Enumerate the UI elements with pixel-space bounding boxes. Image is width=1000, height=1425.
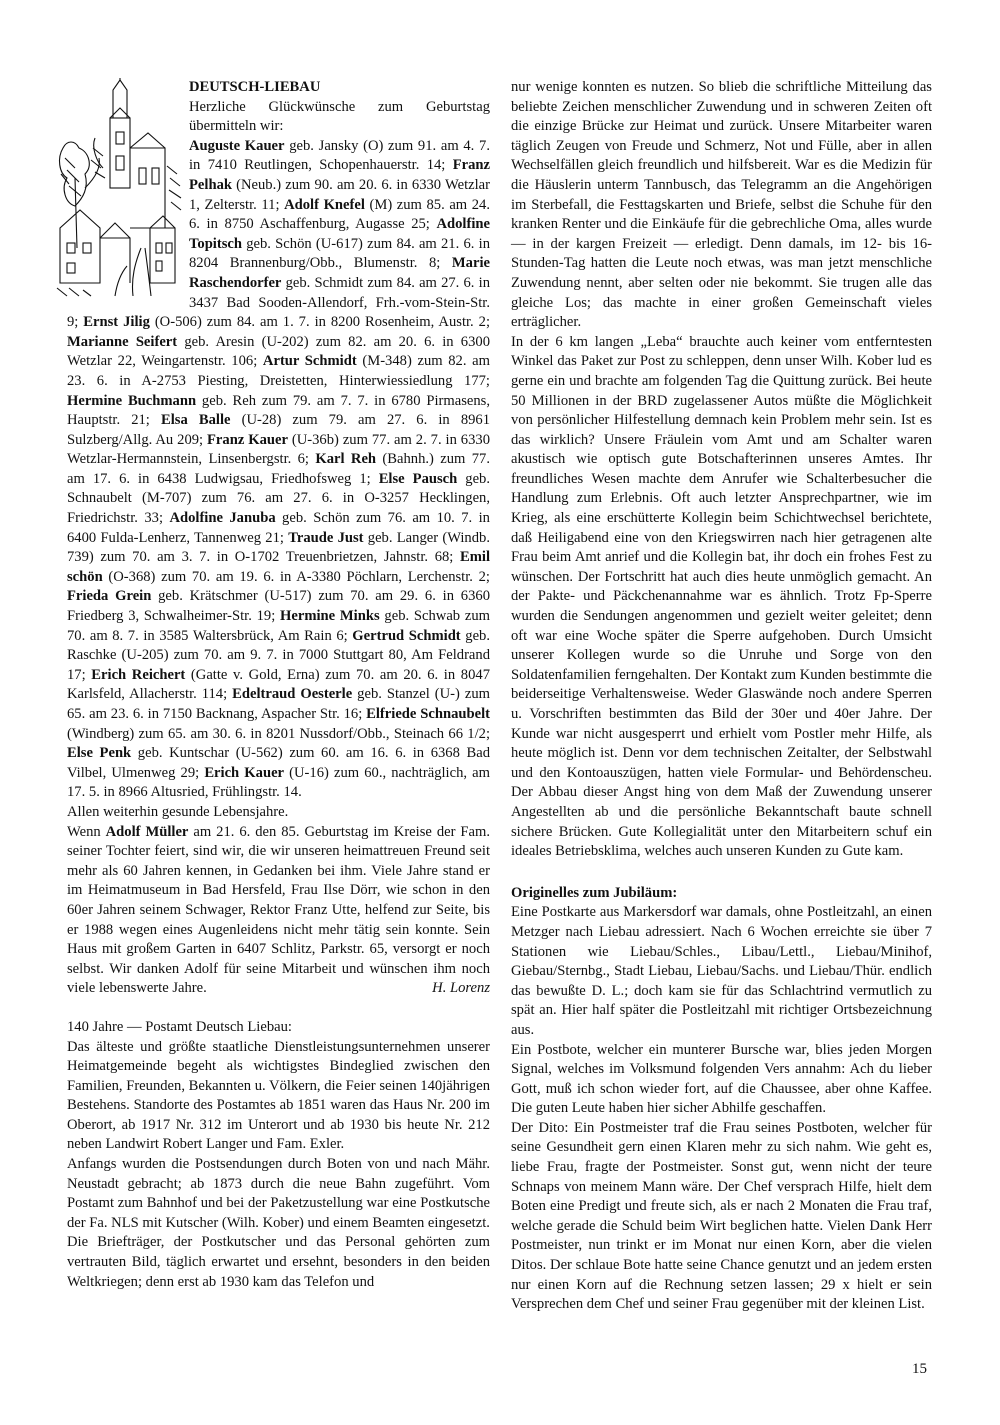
mueller-before: Wenn [67,823,106,840]
birthday-details: geb. Schmidt zum 84. am 27. 6. in 3437 Bad Sooden-Allendorf, Frh.-vom-Stein-Str. 9; [67,274,490,331]
birthday-details: geb. Schnaubelt (M-707) zum 76. am 27. 6. in O-3257 Hecklingen, Friedrichstr. 33; [67,470,490,527]
birthday-details: geb. Krätschmer (U-517) zum 70. am 29. 6. in 6360 Friedberg 3, Schwalheimer-Str. 19; [67,588,490,625]
birthday-details: (Gatte v. Gold, Erna) zum 70. am 20. 6. in 8047 Karlsfeld, Allacherstr. 114; [67,666,490,703]
village-church-illustration [55,78,183,298]
birthday-name: Adolfine Januba [169,510,276,527]
church-drawing-icon [55,78,183,298]
mueller-name: Adolf Müller [105,823,189,840]
left-column [67,78,490,1292]
post-paragraph-3: Die Briefträger, der Postkutscher und das Personal gehörten zum vertrauten Bild, täglich erwartet und ersehnt, besonders in den beiden Weltkriegen; denn erst ab 1930 kam das Telefon und [67,1234,490,1290]
birthday-name: Artur Schmidt [262,353,357,370]
birthday-details: (Neub.) zum 90. am 20. 6. in 6330 Wetzlar 1, Zelterstr. 11; [189,176,490,213]
birthday-name: Edeltraud Oesterle [232,686,353,703]
birthday-details: (M) zum 85. am 24. 6. in 8750 Aschaffenburg, Augasse 25; [189,196,490,233]
birthday-name: Elsa Balle [160,412,231,429]
right-paragraph-5: Der Dito: Ein Postmeister traf die Frau seines Postboten, welcher für seine Gesundheit gern einen Klaren mehr zu sich nahm. Wie geht es, liebe Frau, fragte der Postmeister. Sonst gut, wenn nicht der teure Schnaps von meinem Mann wäre. Der Chef versprach Hilfe, hielt dem Boten eine Predigt und freute sich, als er nach 2 Monaten die Frau traf, welche gerade die Schuld beim Wirt beglichen hatte. Vielen Dank Herr Postmeister, nun trinkt er im Monat nur einen Korn, aber die vielen Ditos. Der schlaue Bote hatte seine Chance genutzt und an jedem ersten nur einen Korn auf die Rechnung setzen lassen; 29 x hielt er sein Versprechen dem Chef und seiner Frau gegenüber mit der kleinen List. [511,1119,932,1313]
birthday-name: Gertrud Schmidt [352,627,461,644]
birthday-details: geb. Reh zum 79. am 7. 7. in 6780 Pirmasens, Hauptstr. 21; [67,392,491,429]
birthday-name: Karl Reh [315,451,377,468]
birthday-details: geb. Aresin (U-202) zum 82. am 20. 6. in 6300 Wetzlar 22, Weingartenstr. 106; [67,333,490,370]
birthday-name: Hermine Minks [280,608,380,625]
birthday-name: Auguste Kauer [189,137,285,154]
birthday-details: (O-506) zum 84. am 1. 7. in 8200 Rosenheim, Austr. 2; [149,314,491,331]
birthday-details: (Windberg) zum 65. am 30. 6. in 8201 Nussdorf/Obb., Steinach 66 1/2; [67,725,490,742]
signature: H. Lorenz [432,980,490,997]
birthday-details: geb. Kuntschar (U-562) zum 60. am 16. 6. in 6368 Bad Vilbel, Ulmenweg 29; [67,745,491,781]
right-column [511,78,932,1315]
birthday-details: (U-28) zum 79. am 27. 6. in 8961 Sulzberg/Allg. Au 209; [67,412,491,448]
page-number: 15 [912,1361,927,1377]
birthday-details: geb. Schön zum 76. am 10. 7. in 6400 Fulda-Lenherz, Tannenweg 21; [67,510,490,546]
birthday-details: geb. Langer (Windb. 739) zum 70. am 3. 7. in O-1702 Treuenbrietzen, Jahnstr. 68; [67,529,490,566]
birthday-name: Else Pausch [378,470,458,487]
birthday-name: Frieda Grein [67,588,152,605]
birthday-details: geb. Schwab zum 70. am 8. 7. in 3585 Waltersbrück, Am Rain 6; [67,608,490,644]
post-title: 140 Jahre — Postamt Deutsch Liebau: [67,1018,292,1035]
right-paragraph-3: Eine Postkarte aus Markersdorf war damals, ohne Postleitzahl, an einen Metzger nach Liebau adressiert. Nach 6 Wochen erreichte sie über 7 Stationen wie Liebau/Schles., Libau/Lettl., Liebau/Minihof, Giebau/Sternbg., Stadt Liebau, Liebau/Sachs. und Liebau/Thür. endlich das bewußte D. L.; doch kam sie für das Schlachtrind vermutlich zu spät an. Hier half später die Postleitzahl mit richtiger Ortsbezeichnung aus. [511,904,932,1038]
birthday-name: Hermine Buchmann [67,392,197,409]
mueller-paragraph [67,823,490,999]
birthday-name: Else Penk [67,745,132,762]
birthday-details: geb. Stanzel (U-) zum 65. am 23. 6. in 7150 Backnang, Aspacher Str. 16; [67,686,490,722]
birthday-details: (U-16) zum 60., nachträglich, am 17. 5. in 8966 Altusried, Frühlingstr. 14. [67,764,490,801]
birthday-name: Erich Reichert [91,666,186,683]
birthday-name: Erich Kauer [204,764,285,781]
birthday-name: Franz Pelhak [189,157,490,193]
birthday-details: (M-348) zum 82. am 23. 6. in A-2753 Piesting, Dreistetten, Hinterwiessiedlung 177; [67,353,490,389]
birthday-name: Marie Raschendorfer [189,255,490,291]
birthday-name: Elfriede Schnaubelt [366,706,490,722]
birthday-details: geb. Jansky (O) zum 91. am 4. 7. in 7410 Reutlingen, Schopenhauerstr. 14; [189,137,490,174]
mueller-text: am 21. 6. den 85. Geburtstag im Kreise der Fam. seiner Tochter feiert, sind wir, die wir unseren heimattreuen Freund seit mehr als 60 Jahren kennen, in Gedanken bei ihm. Viele Jahre stand er im Heimatmuseum in Bad Hersfeld, Frau Ilse Dörr, wie schon in den 60er Jahren seinem Schwager, Rektor Franz Utte, helfend zur Seite, bis er 1988 wegen eines Augenleidens nicht mehr tätig sein konnte. Sein Haus mit großem Garten in 6407 Schlitz, Parkstr. 65, versorgt er noch selbst. Wir danken Adolf für seine Mitarbeit und wünschen ihm noch viele lebenswerte Jahre. [67,823,490,997]
closing-text: Allen weiterhin gesunde Lebensjahre. [67,803,289,820]
birthday-details: (U-36b) zum 77. am 2. 7. in 6330 Wetzlar-Hermannstein, Linsenbergstr. 6; [67,431,490,468]
post-paragraph-2: Anfangs wurden die Postsendungen durch Boten von und nach Mähr. Neustadt gebracht; ab 1873 durch die neue Bahn zugeführt. Vom Postamt zum Bahnhof und bei der Paketzustellung war eine Postkutsche der Fa. NLS mit Kutscher (Wilh. Kober) und einem Beamten eingesetzt. [67,1156,490,1231]
birthday-name: Adolf Knefel [284,196,365,213]
intro-text: Herzliche Glückwünsche zum Geburtstag übermitteln wir: [189,98,490,135]
right-paragraph-1: nur wenige konnten es nutzen. So blieb die schriftliche Mitteilung das beliebte Zeichen menschlicher Zuwendung und in schweren Zeiten oft die einzige Brücke zur Heimat und zurück. Unsere Mitarbeiter waren täglich Zeugen von Freude und Schmerz, Not und Fülle, aber in allen Wechselfällen gleich freundlich und hilfsbereit. War es die Medizin für die Häuslerin unterm Tannbusch, das Telegramm an die Angehörigen im Sterbefall, die Festtagskarten und Briefe, selbst die Schuhe für den kranken Renter und die Einkäufe für die gebrechliche Oma, alles wurde — in der kargen Freizeit — erledigt. Denn damals, im 12- bis 16-Stunden-Tag hatten die Leute noch etwas, was man jetzt menschliche Zuwendung nennt, aber selten oder nie bekommt. Sie trugen alle das gleiche Los; das machte in einer großen Gemeinschaft vieles erträglicher. [511,79,932,331]
birthday-name: Franz Kauer [207,431,288,448]
jubilee-heading: Originelles zum Jubiläum: [511,884,678,901]
birthday-details: geb. Schön (U-617) zum 84. am 21. 6. in 8204 Brannenburg/Obb., Blumenstr. 8; [189,235,490,272]
birthday-name: Traude Just [288,529,364,546]
birthday-details: (Bahnh.) zum 77. am 17. 6. in 6438 Ludwigsau, Friedhofsweg 1; [67,451,490,487]
section-title: DEUTSCH-LIEBAU [189,79,321,95]
birthday-name: Marianne Seifert [67,333,178,350]
birthday-name: Adolfine Topitsch [189,216,490,252]
birthday-details: (O-368) zum 70. am 19. 6. in A-3380 Pöchlarn, Lerchenstr. 2; [102,568,490,585]
birthday-name: Emil schön [67,549,490,585]
right-paragraph-4: Ein Postbote, welcher ein munterer Bursche war, blies jeden Morgen Signal, welches im Volksmund folgenden Vers annahm: Ach du lieber Gott, muß ich schon wieder fort, auf die Chaussee, aber ohne Kaffee. Die guten Leute haben hier sicher Abhilfe geschaffen. [511,1041,932,1117]
birthday-details: geb. Raschke (U-205) zum 70. am 9. 7. in 7000 Stuttgart 80, Am Feldrand 17; [67,627,490,683]
birthday-name: Ernst Jilig [83,314,150,331]
right-paragraph-2: In der 6 km langen „Leba“ brauchte auch keiner vom entferntesten Winkel das Paket zur Post zu schleppen, denn unser Wilh. Kober lud es gerne ein und brachte am folgenden Tag die Quittung zurück. Bei heute 50 Millionen in der BRD zugelassener Autos müßte die Möglichkeit von persönlicher Hilfestellung demnach kein Problem mehr sein. Ist es das wirklich? Unsere Fräulein vom Amt und am Schalter waren akustisch wie optisch gute Botschafterinnen unseres Amtes. Ihr freundliches Wesen machte dem Anrufer wie Schalterbesucher die Handlung zum Erlebnis. Oft auch letzter Ansprechpartner, wie im Krieg, als eine erschütterte Kollegin beim Schichtwechsel berichtete, daß Heiligabend eine von den Kriegswirren nach hier getragenen alte Frau beim Amt anrief und die Kollegin bat, ihr doch ein frohes Fest zu wünschen. Der Fortschritt hat auch dies heute unmöglich gemacht. An der Pakte- und Päckchenannahme war es ähnlich. Trotz Fp-Sperre wurden die Sendungen angenommen und gezielt weiter geleitet; denn oft war eine Woche später die Sperre aufgehoben. Durch Umsicht unserer Kollegen wurde so die Unruhe und Sorge von den Soldatenfamilien ferngehalten. Der Kontakt zum Kunden bestimmte die beiderseitige Verhaltensweise. Weder Glaswände noch andere Sperren u. Vorschriften bestimmten das Bild der 30er und 40er Jahre. Der Kunde war nicht ausgesperrt und erhielt vom Postler mehr Hilfe, als heute möglich ist. Denn vor dem technischen Zeitalter, der Selbstwahl und den Kontoauszügen, hatten viele Formular- und Behördenscheu. Der Abbau dieser Angst hing von dem Maß der Zuwendung unserer Angestellten ab und die persönliche Bekanntschaft baute schnell sichere Brücken. Gute Kollegialität unter den Mitarbeitern schuf ein ideales Betriebsklima, welches auch unseren Kunden zu Gute kam. [511,333,932,860]
post-paragraph-1: Das älteste und größte staatliche Dienstleistungsunternehmen unserer Heimatgemeinde begeht als wichtigstes Bindeglied zwischen den Familien, Freunden, Bekannten u. Völkern, die Feier seinen 140jährigen Bestehens. Standorte des Postamtes ab 1851 waren das Haus Nr. 200 im Oberort, ab 1917 Nr. 312 im Unterort und ab 1930 bis heute Nr. 212 neben Landwirt Robert Langer und Fam. Exler. [67,1038,490,1153]
